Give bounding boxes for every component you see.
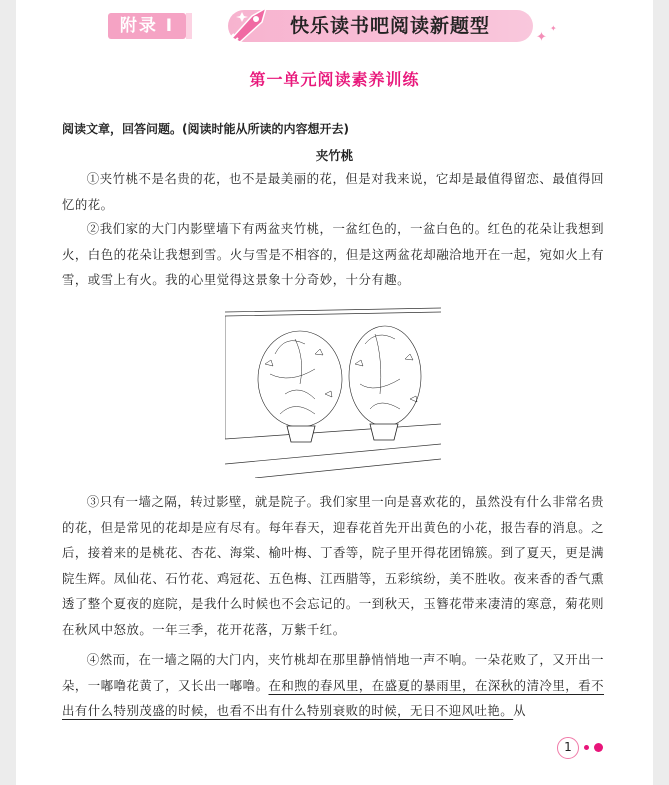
- decor-dot-small: [584, 745, 589, 750]
- appendix-label: 附录 I: [108, 13, 186, 39]
- page: [16, 0, 653, 785]
- passage-title: 夹竹桃: [315, 148, 354, 163]
- oleander-illustration: [225, 304, 441, 478]
- decor-dot-large: [594, 743, 603, 752]
- paragraph-4: [62, 647, 604, 724]
- banner-title: 快乐读书吧阅读新题型: [228, 10, 533, 42]
- paragraph-4-underlined: 在和煦的春风里，在盛夏的暴雨里，在深秋的清冷里，看不出有什么特别茂盛的时候，也看不出有什么特别衰败的时候，无日不迎风吐艳。: [62, 677, 605, 718]
- rocket-icon: [222, 4, 282, 46]
- instruction: 阅读文章，回答问题。(阅读时能从所读的内容想开去): [62, 122, 349, 136]
- header: [16, 8, 653, 46]
- sparkle-icon: ✦: [550, 24, 557, 33]
- page-number: 1: [557, 737, 579, 759]
- sparkle-icon: ✦: [536, 30, 547, 45]
- paragraph-4-end: 从: [513, 703, 527, 718]
- paragraph-2: ②我们家的大门内影壁墙下有两盆夹竹桃，一盆红色的，一盆白色的。红色的花朵让我想到火，白色的花朵让我想到雪。火与雪是不相容的，但是这两盆花却融洽地开在一起，宛如火上有雪，或雪上有火。我的心里觉得这景象十分奇妙，十分有趣。: [62, 221, 604, 287]
- paragraph-3: ③只有一墙之隔，转过影壁，就是院子。我们家里一向是喜欢花的，虽然没有什么非常名贵的花，但是常见的花却是应有尽有。每年春天，迎春花首先开出黄色的小花，报告春的消息。之后，接着来的是桃花、杏花、海棠、榆叶梅、丁香等，院子里开得花团锦簇。到了夏天，更是满院生辉。凤仙花、石竹花、鸡冠花、五色梅、江西腊等，五彩缤纷，美不胜收。夜来香的香气熏透了整个夏夜的庭院，是我什么时候也不会忘记的。一到秋天，玉簪花带来凄清的寒意，菊花则在秋风中怒放。一年三季，花开花落，万紫千红。: [62, 494, 604, 637]
- paragraph-4-start: ④然而，在一墙之隔的大门内，夹竹桃却在那里静悄悄地一声不响。一朵花败了，又开出一朵，一嘟噜花黄了，又长出一嘟噜。: [62, 652, 604, 693]
- unit-title: 第一单元阅读素养训练: [249, 70, 420, 89]
- paragraph-1: ①夹竹桃不是名贵的花，也不是最美丽的花，但是对我来说，它却是最值得留恋、最值得回忆的花。: [62, 171, 604, 212]
